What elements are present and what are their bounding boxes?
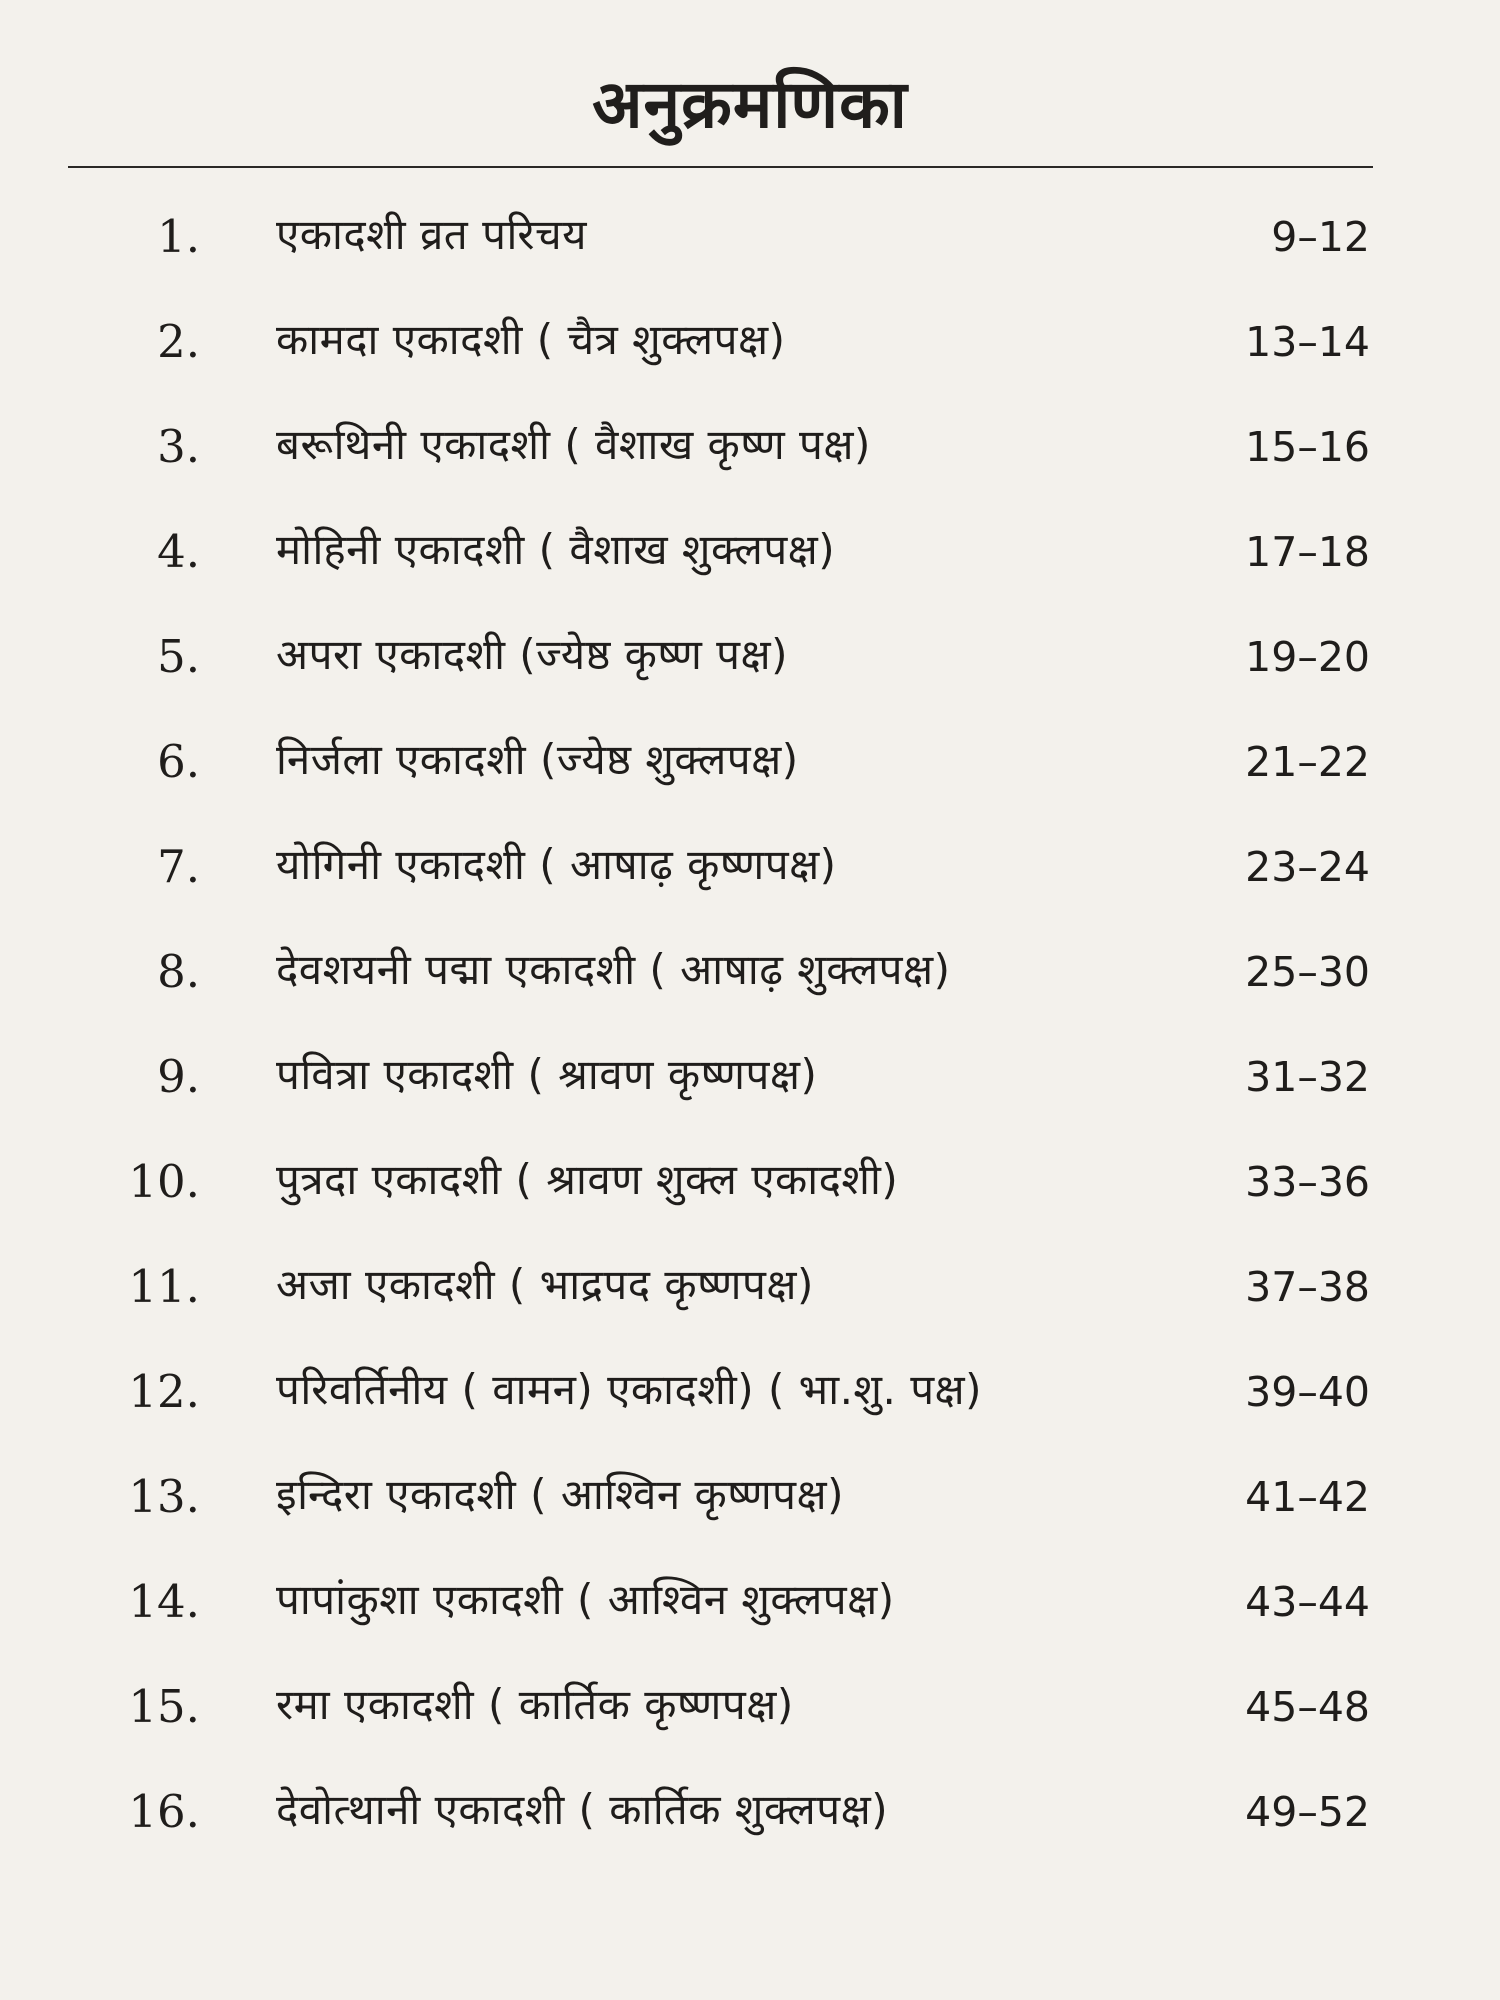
entry-number: 2. [157,315,200,368]
entry-number: 10. [128,1155,200,1208]
entry-number: 7. [157,840,200,893]
entry-title: एकादशी व्रत परिचय [276,210,588,259]
entry-title: मोहिनी एकादशी ( वैशाख शुक्लपक्ष) [276,525,836,574]
entry-number: 1. [157,210,200,263]
entry-title: निर्जला एकादशी (ज्येष्ठ शुक्लपक्ष) [276,735,799,784]
entry-title: इन्दिरा एकादशी ( आश्विन कृष्णपक्ष) [276,1470,845,1519]
toc-entry-6 [0,720,1500,825]
toc-entry-7 [0,825,1500,930]
entry-title: अपरा एकादशी (ज्येष्ठ कृष्ण पक्ष) [276,630,789,679]
entry-title: पुत्रदा एकादशी ( श्रावण शुक्ल एकादशी) [276,1155,899,1204]
entry-number: 9. [157,1050,200,1103]
entry-pages: 13–14 [1245,318,1370,366]
entry-title: पवित्रा एकादशी ( श्रावण कृष्णपक्ष) [276,1050,818,1099]
page-title: अनुक्रमणिका [592,66,908,143]
entry-number: 8. [157,945,200,998]
entry-title: बरूथिनी एकादशी ( वैशाख कृष्ण पक्ष) [276,420,871,469]
entry-number: 12. [128,1365,200,1418]
table-of-contents [0,195,1500,1875]
toc-entry-15 [0,1665,1500,1770]
toc-entry-5 [0,615,1500,720]
entry-number: 3. [157,420,200,473]
entry-title: पापांकुशा एकादशी ( आश्विन शुक्लपक्ष) [276,1575,895,1624]
toc-entry-2 [0,300,1500,405]
toc-entry-1 [0,195,1500,300]
entry-title: योगिनी एकादशी ( आषाढ़ कृष्णपक्ष) [276,840,837,889]
entry-pages: 39–40 [1245,1368,1370,1416]
entry-pages: 31–32 [1245,1053,1370,1101]
toc-entry-8 [0,930,1500,1035]
entry-number: 13. [128,1470,200,1523]
title-divider [68,166,1373,168]
entry-title: रमा एकादशी ( कार्तिक कृष्णपक्ष) [276,1680,794,1729]
entry-pages: 15–16 [1245,423,1370,471]
toc-entry-11 [0,1245,1500,1350]
entry-number: 15. [128,1680,200,1733]
entry-number: 6. [157,735,200,788]
toc-entry-9 [0,1035,1500,1140]
entry-pages: 9–12 [1271,213,1370,261]
entry-pages: 33–36 [1245,1158,1370,1206]
entry-pages: 49–52 [1245,1788,1370,1836]
entry-number: 11. [128,1260,200,1313]
entry-title: अजा एकादशी ( भाद्रपद कृष्णपक्ष) [276,1260,814,1309]
toc-entry-3 [0,405,1500,510]
entry-pages: 19–20 [1245,633,1370,681]
toc-entry-16 [0,1770,1500,1875]
toc-entry-14 [0,1560,1500,1665]
toc-entry-12 [0,1350,1500,1455]
entry-title: परिवर्तिनीय ( वामन) एकादशी) ( भा.शु. पक्ष) [276,1365,983,1414]
entry-pages: 21–22 [1245,738,1370,786]
entry-pages: 25–30 [1245,948,1370,996]
entry-pages: 41–42 [1245,1473,1370,1521]
entry-number: 5. [157,630,200,683]
entry-pages: 17–18 [1245,528,1370,576]
entry-title: देवशयनी पद्मा एकादशी ( आषाढ़ शुक्लपक्ष) [276,945,951,994]
entry-title: देवोत्थानी एकादशी ( कार्तिक शुक्लपक्ष) [276,1785,889,1834]
toc-entry-4 [0,510,1500,615]
entry-number: 14. [128,1575,200,1628]
toc-entry-13 [0,1455,1500,1560]
entry-title: कामदा एकादशी ( चैत्र शुक्लपक्ष) [276,315,786,364]
entry-pages: 43–44 [1245,1578,1370,1626]
toc-entry-10 [0,1140,1500,1245]
entry-pages: 37–38 [1245,1263,1370,1311]
entry-number: 16. [128,1785,200,1838]
entry-number: 4. [157,525,200,578]
entry-pages: 23–24 [1245,843,1370,891]
entry-pages: 45–48 [1245,1683,1370,1731]
